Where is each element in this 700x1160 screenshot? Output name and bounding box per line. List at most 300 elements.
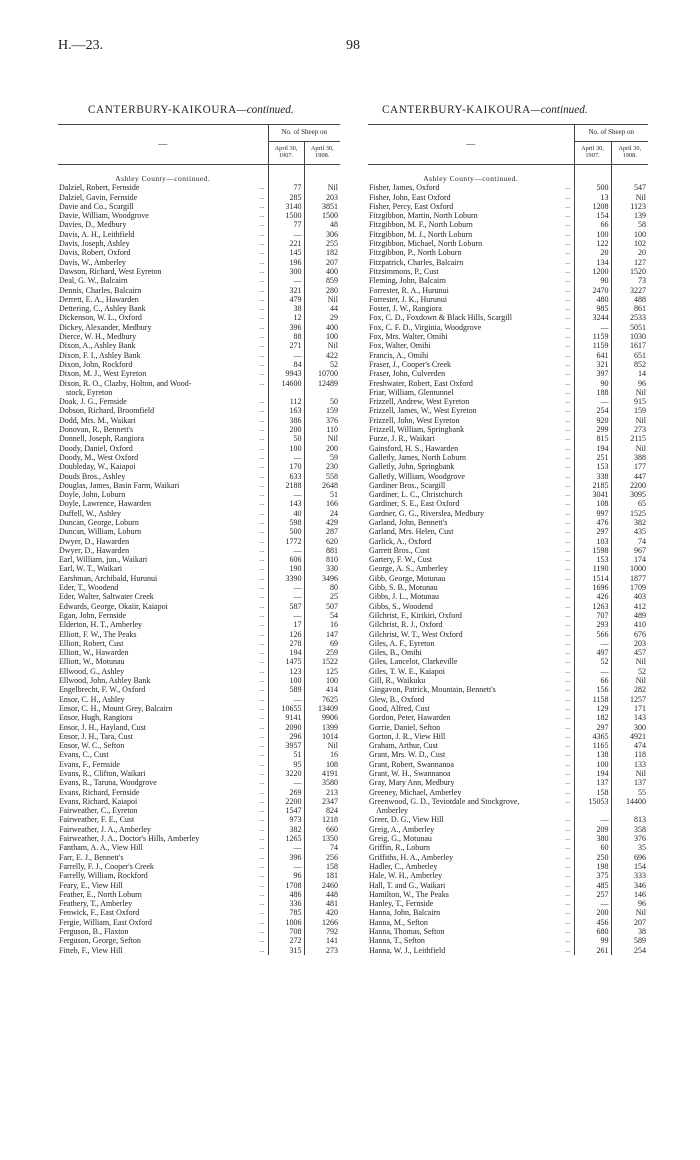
table-row [368, 704, 648, 713]
table-row [368, 927, 648, 936]
sheep-1907: 2200 [268, 797, 304, 806]
owner-name: Gardiner Bros., Scargill ... [369, 480, 571, 490]
sheep-1908: Nil [635, 657, 646, 667]
table-row [58, 732, 340, 741]
table-row [368, 695, 648, 704]
sheep-1907: — [268, 611, 304, 620]
table-row [58, 267, 340, 276]
owner-name: Fitzsimmons, P., Cust ... [369, 266, 571, 276]
owner-name: Dixon, R. O., Clazby, Holton, and Wood- ... [59, 378, 265, 388]
table-row [368, 908, 648, 917]
table-row [58, 193, 340, 202]
sheep-1908: 915 [634, 397, 646, 407]
sheep-1908: Nil [327, 434, 338, 444]
sheep-1907: 1696 [574, 583, 611, 592]
sheep-1908: 3580 [322, 778, 338, 788]
sheep-1908: 1257 [630, 694, 646, 704]
table-row [368, 639, 648, 648]
table-row [58, 341, 340, 350]
table-row [58, 620, 340, 629]
table-row [58, 406, 340, 415]
table-row [368, 220, 648, 229]
sheep-1908: 1030 [630, 332, 646, 342]
owner-name: Dickenson, W. L., Oxford ... [59, 313, 265, 323]
sheep-1908: 35 [638, 843, 646, 853]
table-row [58, 797, 340, 806]
table-row [58, 936, 340, 945]
table-row [58, 853, 340, 862]
table-row [58, 592, 340, 601]
sheep-1907: 77 [268, 220, 304, 229]
sheep-1907: 1500 [268, 211, 304, 220]
sheep-1907: 997 [574, 509, 611, 518]
owner-name: Gill, R., Waikuku ... [369, 676, 571, 686]
table-row [58, 351, 340, 360]
table-row [368, 555, 648, 564]
section-heading: Ashley County—continued. [115, 174, 211, 183]
owner-name: Dennis, Charles, Balcairn ... [59, 285, 265, 295]
sheep-1908: 118 [634, 750, 646, 760]
table-row [58, 946, 340, 955]
sheep-1907: 973 [268, 815, 304, 824]
sheep-1907: 396 [268, 323, 304, 332]
owner-name: Fisher, Percy, East Oxford ... [369, 201, 571, 211]
table-row [58, 881, 340, 890]
owner-name: Feathery, T., Amberley ... [59, 899, 265, 909]
table-row [58, 397, 340, 406]
sheep-1907: 90 [574, 379, 611, 388]
table-row [368, 592, 648, 601]
sheep-1907: 90 [574, 276, 611, 285]
table-row [368, 871, 648, 880]
owner-name: Elliott, F. W., The Peaks ... [59, 629, 265, 639]
table-row [58, 648, 340, 657]
page-number: 98 [346, 38, 360, 53]
table-row [368, 583, 648, 592]
sheep-1907: 60 [574, 843, 611, 852]
table-row [368, 825, 648, 834]
table-row [368, 351, 648, 360]
table-row [368, 444, 648, 453]
table-row [58, 741, 340, 750]
sheep-1907: 96 [268, 871, 304, 880]
owner-name: Griffin, R., Loburn ... [369, 843, 571, 853]
sheep-1908: 48 [330, 220, 338, 230]
sheep-1908: 358 [634, 824, 646, 834]
sheep-1908: 1014 [322, 731, 338, 741]
owner-name: Gilchrist, W. T., West Oxford ... [369, 629, 571, 639]
table-row [368, 230, 648, 239]
sheep-1907: — [268, 230, 304, 239]
table-row [368, 369, 648, 378]
table-row [58, 871, 340, 880]
sheep-1908: 1218 [322, 815, 338, 825]
owner-name: Dodd, Mrs. M., Waikari ... [59, 415, 265, 425]
owner-name: Galletly, John, Springbank ... [369, 462, 571, 472]
table-row [368, 946, 648, 955]
sheep-1907: 920 [574, 416, 611, 425]
table-row [58, 583, 340, 592]
table-row [58, 453, 340, 462]
owner-name: Gilchrist, F., Kirikiri, Oxford ... [369, 610, 571, 620]
table-row [58, 239, 340, 248]
table-row [58, 546, 340, 555]
table-row [58, 685, 340, 694]
table-row [368, 936, 648, 945]
owner-name: Dixon, M. J., West Eyreton ... [59, 369, 265, 379]
sheep-1907: 3041 [574, 490, 611, 499]
sheep-1907: — [268, 276, 304, 285]
table-row [368, 815, 648, 824]
owner-name: Gardner, G. G., Riverslea, Medbury ... [369, 508, 571, 518]
sheep-1908: 54 [330, 610, 338, 620]
table-row [58, 611, 340, 620]
table-row [58, 899, 340, 908]
sheep-1907: 200 [574, 908, 611, 917]
sheep-1908: 558 [326, 471, 338, 481]
sheep-1908: 159 [326, 406, 338, 416]
sheep-1908: 141 [326, 936, 338, 946]
sheep-1907: 708 [268, 927, 304, 936]
sheep-1908: 207 [634, 917, 646, 927]
sheep-1907: 1547 [268, 806, 304, 815]
sheep-1907: 51 [268, 750, 304, 759]
sheep-1907: 985 [574, 304, 611, 313]
sheep-1908: 4921 [630, 731, 646, 741]
sheep-1907: 221 [268, 239, 304, 248]
table-row [58, 230, 340, 239]
owner-name: Hamilton, W., The Peaks ... [369, 889, 571, 899]
sheep-1908: 676 [634, 629, 646, 639]
owner-name: Frizzell, William, Springbank ... [369, 425, 571, 435]
sheep-1908: 108 [326, 759, 338, 769]
sheep-1908: 213 [326, 787, 338, 797]
table-row [58, 379, 340, 388]
sheep-1907: 3244 [574, 313, 611, 322]
owner-name: Deal, G. W., Balcairn ... [59, 276, 265, 286]
sheep-1908: 852 [634, 359, 646, 369]
sheep-1907: 143 [268, 499, 304, 508]
table-row [58, 248, 340, 257]
table-row [58, 360, 340, 369]
name-column-header: — [58, 125, 268, 165]
sheep-1907: 1159 [574, 332, 611, 341]
sheep-1908: 346 [634, 880, 646, 890]
owner-name: Gibbs, J. L., Motunau ... [369, 592, 571, 602]
table-row [368, 537, 648, 546]
sheep-1907: 200 [268, 425, 304, 434]
owner-name: Duffell, W., Ashley ... [59, 508, 265, 518]
sheep-1908: 333 [634, 871, 646, 881]
sheep-1907: 606 [268, 555, 304, 564]
sheep-1908: 400 [326, 322, 338, 332]
sheep-1908: 69 [330, 638, 338, 648]
sheep-1908: 25 [330, 592, 338, 602]
owner-name: Eder, Walter, Saltwater Creek ... [59, 592, 265, 602]
table-row [58, 630, 340, 639]
sheep-1907: 1208 [574, 202, 611, 211]
owner-name: Greig, G., Motunau ... [369, 834, 571, 844]
owner-name: Ferguson, George, Sefton ... [59, 936, 265, 946]
sheep-1908: 273 [326, 945, 338, 955]
owner-name: Fraser, J., Cooper's Creek ... [369, 359, 571, 369]
owner-name: Engelbrecht, F. W., Oxford ... [59, 685, 265, 695]
table-row [368, 183, 648, 192]
table-row [58, 220, 340, 229]
owner-name: Evans, Richard, Fernside ... [59, 787, 265, 797]
owner-name: Fairweather, J. A., Doctor's Hills, Amberley ... [59, 834, 265, 844]
owner-name: Fairweather, F. E., Cust ... [59, 815, 265, 825]
sheep-1908: 259 [326, 648, 338, 658]
sheep-1907: 397 [574, 369, 611, 378]
owner-name: Dwyer, D., Hawarden ... [59, 536, 265, 546]
owner-name: Evans, Richard, Kaiapoi ... [59, 796, 265, 806]
sheep-count-header: No. of Sheep on [268, 125, 340, 142]
sheep-1908: 182 [326, 248, 338, 258]
table-row [58, 676, 340, 685]
owner-name: Doubleday, W., Kaiapoi ... [59, 462, 265, 472]
owner-name: Dalziel, Gavin, Fernside ... [59, 192, 265, 202]
table-row [368, 509, 648, 518]
left-sheep-table [58, 124, 340, 955]
sheep-1908: 2460 [322, 880, 338, 890]
owner-name: Gainsford, H. S., Hawarden ... [369, 443, 571, 453]
table-row [368, 630, 648, 639]
sheep-1908: 4191 [322, 769, 338, 778]
sheep-1907: 254 [574, 406, 611, 415]
table-row [368, 248, 648, 257]
sheep-1908: Nil [635, 192, 646, 202]
table-row [368, 853, 648, 862]
owner-name: George, A. S., Amberley ... [369, 564, 571, 574]
table-row [58, 183, 340, 192]
table-row [58, 723, 340, 732]
sheep-1908: 255 [326, 239, 338, 249]
sheep-1908: 24 [330, 508, 338, 518]
owner-name: Gardiner, S. E., East Oxford ... [369, 499, 571, 509]
table-row [368, 918, 648, 927]
owner-name: Dixon, A., Ashley Bank ... [59, 341, 265, 351]
sheep-1908: 181 [326, 871, 338, 881]
sheep-1908: 13409 [318, 703, 338, 713]
sheep-1907: 315 [268, 946, 304, 955]
table-row [58, 890, 340, 899]
sheep-1907: — [268, 490, 304, 499]
sheep-1907: 633 [268, 472, 304, 481]
table-row [368, 295, 648, 304]
table-row [368, 481, 648, 490]
sheep-1908: 38 [638, 927, 646, 937]
sheep-1907: 100 [574, 760, 611, 769]
table-row [58, 769, 340, 778]
owner-name: Hanna, W. J., Leithfield ... [369, 945, 571, 955]
owner-name: Dierce, W. H., Medbury ... [59, 332, 265, 342]
sheep-1907: 566 [574, 630, 611, 639]
sheep-1908: 881 [326, 545, 338, 555]
sheep-1908: 59 [330, 452, 338, 462]
owner-name: Hale, W. H., Amberley ... [369, 871, 571, 881]
owner-name: Fox, C. F. D., Virginia, Woodgrove ... [369, 322, 571, 332]
sheep-1907: 338 [574, 472, 611, 481]
owner-name: Francis, A., Omihi ... [369, 350, 571, 360]
sheep-1907: 257 [574, 890, 611, 899]
sheep-1908: 420 [326, 908, 338, 918]
sheep-1907: 154 [574, 211, 611, 220]
owner-name: Hanna, Thomas, Sefton ... [369, 927, 571, 937]
owner-name: Fitzgibbon, M. F., North Loburn ... [369, 220, 571, 230]
sheep-1907: 293 [574, 620, 611, 629]
sheep-1908: 403 [634, 592, 646, 602]
sheep-1907: 1708 [268, 881, 304, 890]
table-row [58, 369, 340, 378]
owner-name: Farr, E. J., Bennett's ... [59, 852, 265, 862]
table-row [58, 927, 340, 936]
sheep-1907: 9943 [268, 369, 304, 378]
sheep-1907: 2185 [574, 481, 611, 490]
sheep-1907: 88 [268, 332, 304, 341]
table-row [58, 564, 340, 573]
owner-name: Hall, T. and G., Waikari ... [369, 880, 571, 890]
owner-name: Hanna, John, Balcairn ... [369, 908, 571, 918]
table-row [368, 713, 648, 722]
sheep-1907: 261 [574, 946, 611, 955]
table-row [368, 564, 648, 573]
section-heading: Ashley County—continued. [423, 174, 519, 183]
sheep-1907: 380 [574, 834, 611, 843]
sheep-1907: — [574, 639, 611, 648]
sheep-1907: 3390 [268, 574, 304, 583]
sheep-1907: 66 [574, 220, 611, 229]
table-row [368, 490, 648, 499]
right-sheep-table [368, 124, 648, 955]
sheep-1907: 299 [574, 425, 611, 434]
sheep-1908: 547 [634, 183, 646, 193]
sheep-1907: 15053 [574, 797, 611, 806]
owner-name: Gray, Mary Ann, Medbury ... [369, 778, 571, 788]
sheep-1907 [268, 388, 304, 397]
owner-name: Gorton, J. R., View Hill ... [369, 731, 571, 741]
sheep-1907: 153 [574, 555, 611, 564]
owner-name: Greenwood, G. D., Teviotdale and Stockgrove, ... [369, 796, 571, 806]
table-row [368, 425, 648, 434]
owner-name: Greeney, Michael, Amberley ... [369, 787, 571, 797]
sheep-1908: 143 [634, 713, 646, 723]
table-row [58, 834, 340, 843]
sheep-1907: 77 [268, 183, 304, 192]
owner-name: Davie and Co., Scargill ... [59, 201, 265, 211]
report-reference: H.—23. [58, 38, 104, 53]
sheep-1907: — [268, 351, 304, 360]
sheep-1908: 100 [634, 229, 646, 239]
sheep-1908: 412 [634, 601, 646, 611]
table-row [58, 276, 340, 285]
owner-name: Dettering, C., Ashley Bank ... [59, 304, 265, 314]
sheep-1908: 1399 [322, 722, 338, 732]
sheep-1907: 456 [574, 918, 611, 927]
owner-name: Gibb, George, Motunau ... [369, 573, 571, 583]
table-row [58, 527, 340, 536]
sheep-1908: 1350 [322, 834, 338, 844]
header-1908: April 30, 1908. [611, 142, 648, 165]
sheep-1907 [574, 806, 611, 815]
sheep-1908: 166 [326, 499, 338, 509]
sheep-1908: 100 [326, 676, 338, 686]
sheep-1907: 99 [574, 936, 611, 945]
owner-name: Fairweather, C., Eyreton ... [59, 806, 265, 816]
header-1907: April 30, 1907. [268, 142, 304, 165]
table-row [58, 713, 340, 722]
sheep-1907: 2470 [574, 286, 611, 295]
sheep-1907: 1475 [268, 657, 304, 666]
sheep-1908: 300 [634, 722, 646, 732]
sheep-1907: — [268, 453, 304, 462]
sheep-1908: 696 [634, 852, 646, 862]
table-row [368, 388, 648, 397]
sheep-1907: 1159 [574, 341, 611, 350]
sheep-1908: 813 [634, 815, 646, 825]
sheep-1908: 1266 [322, 917, 338, 927]
owner-name: Evans, F., Fernside ... [59, 759, 265, 769]
table-row [58, 825, 340, 834]
sheep-1908: 306 [326, 229, 338, 239]
sheep-1908: 1520 [630, 266, 646, 276]
owner-name: Garland, John, Bennett's ... [369, 517, 571, 527]
sheep-1907: 40 [268, 509, 304, 518]
owner-name: Giles, T. W. E., Kaiapoi ... [369, 666, 571, 676]
table-row [368, 741, 648, 750]
sheep-1908: 1709 [630, 583, 646, 593]
sheep-1908: 110 [326, 425, 338, 435]
sheep-1908: 7625 [322, 694, 338, 704]
table-row [58, 490, 340, 499]
owner-name: Frizzell, John, West Eyreton ... [369, 415, 571, 425]
owner-name: Galletly, William, Woodgrove ... [369, 471, 571, 481]
sheep-1908: 74 [638, 536, 646, 546]
table-row [368, 750, 648, 759]
owner-name: Evans, C., Cust ... [59, 750, 265, 760]
owner-name: Frizzell, James, W., West Eyreton ... [369, 406, 571, 416]
sheep-1908: 967 [634, 545, 646, 555]
sheep-1908: 3227 [630, 285, 646, 295]
owner-name: Eder, T., Woodend ... [59, 583, 265, 593]
sheep-1907: 9141 [268, 713, 304, 722]
table-row [368, 788, 648, 797]
sheep-1907: 250 [574, 853, 611, 862]
owner-name: Ellwood, G., Ashley ... [59, 666, 265, 676]
sheep-1907: 336 [268, 899, 304, 908]
owner-name: Fisher, James, Oxford ... [369, 183, 571, 193]
owner-name: Doyle, Lawrence, Hawarden ... [59, 499, 265, 509]
sheep-1907: 426 [574, 592, 611, 601]
sheep-1908: 507 [326, 601, 338, 611]
table-row [58, 481, 340, 490]
sheep-1908: 1525 [630, 508, 646, 518]
sheep-1908: 382 [634, 517, 646, 527]
table-row [368, 416, 648, 425]
owner-name: Earl, William, jun., Waikari ... [59, 555, 265, 565]
table-row [368, 723, 648, 732]
owner-name: Dawson, Richard, West Eyreton ... [59, 266, 265, 276]
owner-name: Fitzgibbon, Michael, North Loburn ... [369, 239, 571, 249]
sheep-1908: 16 [330, 750, 338, 760]
owner-name: Gorrie, Daniel, Sefton ... [369, 722, 571, 732]
sheep-1908: 256 [326, 852, 338, 862]
sheep-1908: 589 [634, 936, 646, 946]
owner-name: Doak, J. G., Fernside ... [59, 397, 265, 407]
sheep-1908: 2200 [630, 480, 646, 490]
sheep-1907: — [268, 695, 304, 704]
sheep-1907: 145 [268, 248, 304, 257]
